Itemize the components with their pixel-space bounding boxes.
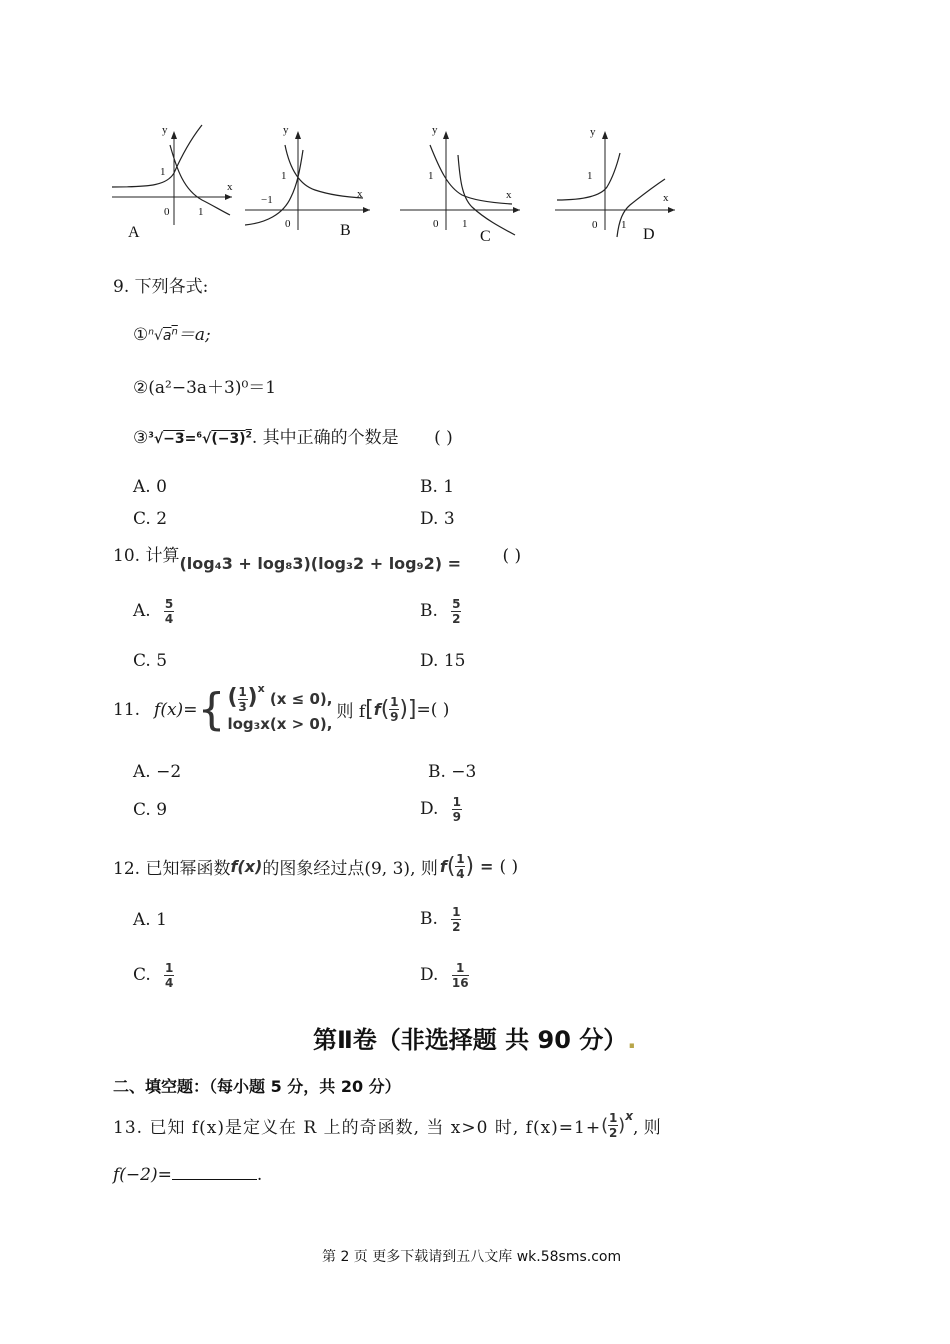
q13-line: [113, 1108, 661, 1140]
tick-1: 1: [198, 206, 204, 218]
tick-1: 1: [621, 219, 627, 231]
q9-option-c: C. 2: [133, 509, 168, 529]
q10-option-b: [420, 598, 461, 625]
q11-label: 11.: [113, 699, 141, 720]
fx-label: f(x): [230, 857, 263, 876]
q9-item3: [133, 423, 453, 448]
q9-item2: ②(a²−3a＋3)⁰＝1: [133, 378, 277, 398]
paren: ): [399, 697, 408, 722]
graph-a: [112, 115, 247, 250]
graph-c: [400, 115, 535, 250]
y-axis-label: y: [590, 126, 596, 138]
answer-blank[interactable]: [172, 1163, 257, 1180]
tick-1: 1: [428, 170, 434, 182]
tick-1: 1: [587, 170, 593, 182]
tick-neg-1: −1: [261, 194, 273, 206]
q11-stem: [113, 684, 449, 735]
q9-item1-suffix: ＝a;: [177, 325, 211, 345]
q10-option-d: D. 15: [420, 651, 466, 671]
option-letter: B.: [420, 601, 438, 621]
paren: ): [618, 1115, 626, 1136]
numerator: 1: [456, 961, 465, 975]
q10-option-a: [133, 598, 174, 625]
fraction: [452, 796, 462, 823]
denominator: 4: [164, 612, 174, 626]
origin-label: 0: [433, 218, 439, 230]
fraction: $\frac{1}{9}$: [390, 695, 399, 724]
q12-option-c: [133, 962, 174, 989]
denominator: 16: [451, 976, 469, 990]
section-subtitle: 二、填空题：（每小题 5 分，共 20 分）: [113, 1077, 401, 1096]
option-letter: A.: [133, 601, 151, 621]
paren: (: [446, 854, 456, 879]
fraction: [451, 906, 461, 933]
answer-paren: =( ): [416, 699, 450, 720]
y-axis-label: y: [162, 124, 168, 136]
equals: =: [480, 857, 494, 876]
numerator: 1: [452, 795, 462, 809]
q12-option-a: A. 1: [133, 910, 167, 930]
fx-label: f(x)=: [154, 699, 198, 720]
q9-option-d: D. 3: [420, 509, 455, 529]
q9-stem: 9. 下列各式:: [113, 277, 209, 297]
nested-expression: [: [365, 697, 374, 722]
q10-expression: (log₄3 + log₈3)(log₃2 + log₉2) =: [179, 554, 462, 573]
numerator: 5: [452, 597, 461, 611]
denominator: 2: [452, 920, 461, 934]
numerator: 1: [165, 961, 174, 975]
q11-option-a: A. −2: [133, 762, 182, 782]
q12-option-d: [420, 962, 469, 989]
origin-label: 0: [285, 218, 291, 230]
q13-tail: , 则: [632, 1118, 661, 1138]
numerator: 1: [608, 1111, 618, 1125]
q11-option-c: C. 9: [133, 800, 168, 820]
tick-1: 1: [462, 218, 468, 230]
origin-label: 0: [164, 206, 170, 218]
page-footer: 第 2 页 更多下载请到五八文库 wk.58sms.com: [322, 1249, 622, 1265]
brace: {: [197, 683, 226, 735]
origin-label: 0: [592, 219, 598, 231]
denominator: 2: [452, 612, 461, 626]
numerator: 1: [452, 905, 461, 919]
q13-stem: [113, 1108, 661, 1140]
paren: (: [380, 697, 390, 722]
graph-b: [245, 115, 380, 250]
q13-answer-line: [113, 1163, 262, 1185]
y-axis-label: y: [432, 124, 438, 136]
x-axis-label: x: [506, 189, 512, 201]
fraction: [451, 598, 461, 625]
q9-option-b: B. 1: [420, 477, 455, 497]
denominator: 4: [165, 976, 174, 990]
q13-f-neg2: f(−2)=: [113, 1165, 172, 1185]
y-axis-label: y: [283, 124, 289, 136]
graph-options: [100, 115, 700, 255]
q10-label: 10. 计算: [113, 546, 180, 566]
fraction: $\frac{1}{3}$: [238, 685, 247, 714]
x-axis-label: x: [227, 181, 233, 193]
q10-stem: [113, 541, 522, 573]
inner-f: f: [373, 700, 381, 719]
paren: (: [601, 1115, 609, 1136]
q9-item1: [133, 320, 211, 345]
x-axis-label: x: [663, 192, 669, 204]
option-label-b: B: [340, 222, 351, 239]
then-label: 则 f: [336, 702, 366, 722]
fraction: [608, 1112, 618, 1139]
fraction: [164, 598, 174, 625]
piecewise-row-2: log₃x(x > 0),: [227, 715, 333, 733]
numerator: 5: [164, 597, 174, 611]
fraction: [164, 962, 174, 989]
option-letter: B.: [420, 909, 438, 929]
denominator: 2: [608, 1126, 618, 1140]
option-label-c: C: [480, 228, 491, 245]
piecewise-row-1: ( $\frac{1}{3}$ )$^x$ (x ≤ 0),: [227, 682, 333, 714]
q11-option-d: [420, 796, 462, 823]
q13-text: 13. 已知 f(x)是定义在 R 上的奇函数, 当 x>0 时, f(x)=1+: [113, 1118, 602, 1138]
q10-option-c: C. 5: [133, 651, 168, 671]
f-label: f: [439, 857, 447, 876]
q12-stem: [113, 853, 518, 880]
option-letter: D.: [420, 965, 439, 985]
q11-option-b: B. −3: [428, 762, 477, 782]
q12-option-b: [420, 906, 461, 933]
q12-label: 12. 已知幂函数: [113, 859, 231, 879]
period: .: [256, 1165, 263, 1185]
answer-paren: ( ): [499, 856, 519, 877]
radical-expr: $^3√-3=^6√(-3)^2$: [148, 430, 252, 447]
option-label-d: D: [643, 226, 655, 243]
denominator: 9: [452, 810, 462, 824]
q9-item3-prefix: ③: [133, 428, 149, 448]
answer-paren: ( ): [502, 546, 522, 566]
fraction: [452, 962, 469, 989]
q12-mid: 的图象经过点(9, 3), 则: [262, 859, 438, 879]
section-title-text: 第Ⅱ卷（非选择题 共 90 分）: [313, 1026, 628, 1054]
q12-line: [113, 853, 518, 880]
section-title: [313, 1020, 636, 1055]
exponent: x: [625, 1108, 633, 1123]
q9-item3-suffix: . 其中正确的个数是: [251, 428, 399, 448]
q9-item1-prefix: ①: [133, 325, 149, 345]
q9-option-a: A. 0: [133, 477, 167, 497]
bracket: ]: [407, 697, 417, 722]
option-label-a: A: [128, 224, 140, 241]
answer-paren: ( ): [434, 428, 453, 448]
option-letter: D.: [420, 799, 439, 819]
graph-d: [555, 115, 690, 250]
tick-1: 1: [160, 166, 166, 178]
piecewise-rows: [227, 684, 332, 735]
x-axis-label: x: [357, 188, 363, 200]
q11-line: [113, 684, 449, 735]
paren: ): [465, 854, 475, 879]
decorative-dot: .: [627, 1026, 637, 1054]
option-letter: C.: [133, 965, 151, 985]
radical-expr: $^n√a^n$: [148, 326, 178, 344]
tick-1: 1: [281, 170, 287, 182]
fraction: $\frac{1}{4}$: [456, 852, 465, 881]
